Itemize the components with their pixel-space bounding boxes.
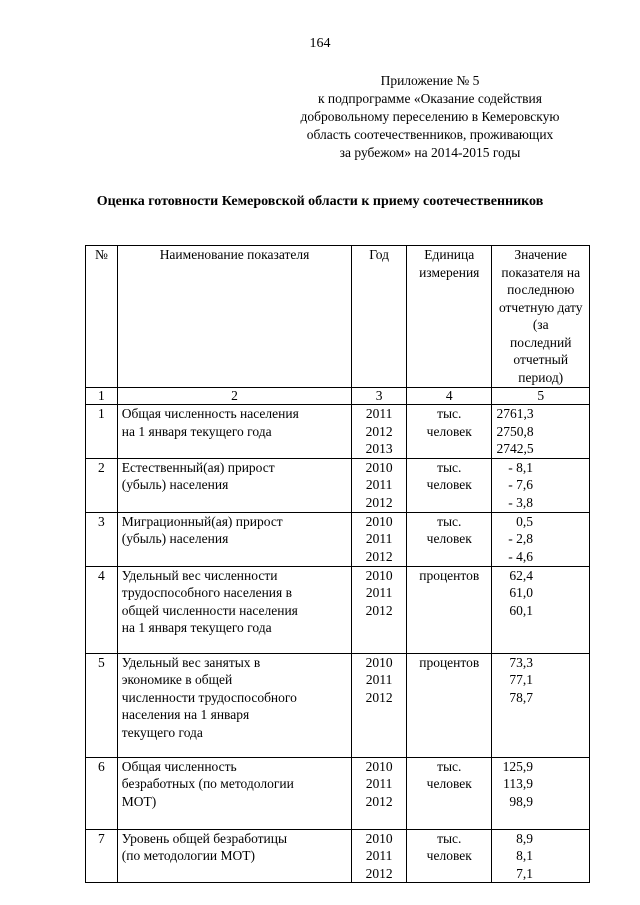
value: 77,1 (509, 672, 533, 687)
years-cell (352, 458, 407, 512)
column-number: 3 (352, 388, 407, 405)
header-value-line: последнюю (507, 282, 575, 297)
indicator-name-line: Миграционный(ая) прирост (121, 513, 283, 529)
indicator-name-line: Удельный вес численности (121, 567, 278, 583)
values-cell (492, 566, 590, 653)
unit-line: человек (426, 776, 472, 791)
appendix-line: добровольному переселению в Кемеровскую (300, 109, 560, 124)
years-cell (352, 653, 407, 757)
value: - 4,6 (508, 548, 533, 564)
values-cell (492, 829, 590, 883)
table-row (86, 405, 590, 459)
unit-line: процентов (419, 567, 480, 583)
header-year: Год (352, 246, 407, 388)
values-cell (492, 757, 590, 829)
values-cell (492, 512, 590, 566)
indicator-name (117, 829, 351, 883)
indicator-name-line: экономике в общей (121, 672, 233, 687)
years-cell (352, 757, 407, 829)
indicator-name (117, 653, 351, 757)
unit-cell (407, 829, 492, 883)
header-value (492, 246, 590, 388)
table-row (86, 566, 590, 653)
indicator-name-line: населения на 1 января (121, 707, 250, 722)
readiness-table (85, 245, 590, 883)
indicator-name-line: Общая численность (121, 758, 237, 774)
table-row (86, 757, 590, 829)
years-cell (352, 405, 407, 459)
values-cell (492, 405, 590, 459)
value: 2742,5 (496, 441, 534, 456)
year: 2010 (365, 654, 393, 670)
appendix-header (230, 72, 630, 162)
year: 2011 (365, 531, 393, 546)
indicator-name-line: Естественный(ая) прирост (121, 459, 275, 475)
indicator-name-line: Общая численность населения (121, 406, 299, 421)
indicator-name-line: общей численности населения (121, 602, 298, 618)
header-value-line: отчетный период) (513, 352, 569, 385)
appendix-line: к подпрограмме «Оказание содействия (318, 91, 542, 106)
unit-cell (407, 458, 492, 512)
year: 2012 (365, 423, 393, 439)
year: 2011 (365, 848, 393, 863)
header-value-line: отчетную дату (за (498, 299, 583, 332)
table-row (86, 512, 590, 566)
year: 2012 (365, 494, 393, 510)
header-row (86, 246, 590, 388)
column-number: 5 (492, 388, 590, 405)
value: 8,1 (516, 848, 533, 863)
indicator-name-line: (убыль) населения (121, 531, 229, 546)
year: 2011 (365, 585, 393, 600)
years-cell (352, 829, 407, 883)
header-value-line: Значение (514, 247, 568, 262)
document-title: Оценка готовности Кемеровской области к приему соотечественников (96, 194, 544, 209)
value: - 8,1 (508, 459, 533, 475)
indicator-name-line: безработных (по методологии (121, 776, 294, 791)
table-row (86, 458, 590, 512)
indicator-name-line: численности трудоспособного (121, 689, 297, 705)
value: 2750,8 (496, 423, 534, 439)
header-num: № (86, 246, 118, 388)
value: 98,9 (509, 793, 533, 809)
header-name: Наименование показателя (117, 246, 351, 388)
year: 2012 (365, 602, 393, 618)
year: 2012 (365, 548, 393, 564)
header-unit-line: Единица (424, 247, 475, 262)
unit-cell (407, 566, 492, 653)
table-row (86, 829, 590, 883)
column-number: 1 (86, 388, 118, 405)
value: 62,4 (509, 567, 533, 583)
value: 7,1 (516, 865, 533, 881)
year: 2011 (365, 406, 393, 421)
row-number: 2 (86, 458, 118, 512)
appendix-line: область соотечественников, проживающих (306, 127, 554, 142)
unit-cell (407, 653, 492, 757)
years-cell (352, 566, 407, 653)
unit-line: человек (426, 477, 472, 492)
column-number: 4 (407, 388, 492, 405)
indicator-name (117, 757, 351, 829)
values-cell (492, 458, 590, 512)
year: 2010 (365, 830, 393, 846)
column-number: 2 (117, 388, 351, 405)
indicator-name-line: Удельный вес занятых в (121, 654, 261, 670)
value: 8,9 (516, 830, 533, 846)
header-value-line: последний (510, 334, 572, 350)
year: 2012 (365, 865, 393, 881)
row-number: 3 (86, 512, 118, 566)
year: 2013 (365, 441, 393, 456)
indicator-name-line: на 1 января текущего года (121, 423, 272, 439)
value: - 2,8 (508, 531, 533, 546)
unit-line: тыс. (437, 406, 462, 421)
value: - 7,6 (508, 477, 533, 492)
row-number: 4 (86, 566, 118, 653)
unit-line: человек (426, 531, 472, 546)
value: 2761,3 (496, 406, 534, 421)
row-number: 5 (86, 653, 118, 757)
row-number: 7 (86, 829, 118, 883)
year: 2010 (365, 459, 393, 475)
value: - 3,8 (508, 494, 533, 510)
row-number: 1 (86, 405, 118, 459)
indicator-name-line: (по методологии МОТ) (121, 848, 256, 863)
column-numbering-row (86, 388, 590, 405)
year: 2011 (365, 776, 393, 791)
year: 2010 (365, 513, 393, 529)
indicator-name-line: трудоспособного населения в (121, 585, 292, 600)
years-cell (352, 512, 407, 566)
year: 2012 (365, 689, 393, 705)
table-row (86, 653, 590, 757)
unit-line: тыс. (437, 459, 462, 475)
year: 2011 (365, 672, 393, 687)
row-number: 6 (86, 757, 118, 829)
year: 2010 (365, 758, 393, 774)
appendix-line: за рубежом» на 2014-2015 годы (339, 145, 521, 160)
indicator-name (117, 512, 351, 566)
indicator-name-line: (убыль) населения (121, 477, 229, 492)
header-unit (407, 246, 492, 388)
header-unit-line: измерения (419, 264, 480, 280)
unit-cell (407, 405, 492, 459)
indicator-name (117, 405, 351, 459)
unit-cell (407, 512, 492, 566)
unit-line: тыс. (437, 513, 462, 529)
year: 2012 (365, 793, 393, 809)
indicator-name-line: Уровень общей безработицы (121, 830, 288, 846)
indicator-name (117, 458, 351, 512)
value: 73,3 (509, 654, 533, 670)
indicator-name (117, 566, 351, 653)
value: 0,5 (516, 513, 533, 529)
value: 113,9 (503, 776, 533, 791)
indicator-name-line: на 1 января текущего года (121, 620, 272, 635)
unit-line: процентов (419, 654, 480, 670)
indicator-name-line: МОТ) (121, 793, 157, 809)
value: 60,1 (509, 602, 533, 618)
unit-line: человек (426, 423, 472, 439)
unit-cell (407, 757, 492, 829)
table-body (86, 405, 590, 883)
unit-line: тыс. (437, 758, 462, 774)
header-value-line: показателя на (501, 264, 581, 280)
unit-line: тыс. (437, 830, 462, 846)
value: 61,0 (509, 585, 533, 600)
indicator-name-line: текущего года (121, 724, 203, 740)
value: 125,9 (502, 758, 533, 774)
appendix-line: Приложение № 5 (380, 73, 480, 88)
page-number: 164 (309, 36, 331, 51)
year: 2010 (365, 567, 393, 583)
year: 2011 (365, 477, 393, 492)
values-cell (492, 653, 590, 757)
value: 78,7 (509, 689, 533, 705)
unit-line: человек (426, 848, 472, 863)
